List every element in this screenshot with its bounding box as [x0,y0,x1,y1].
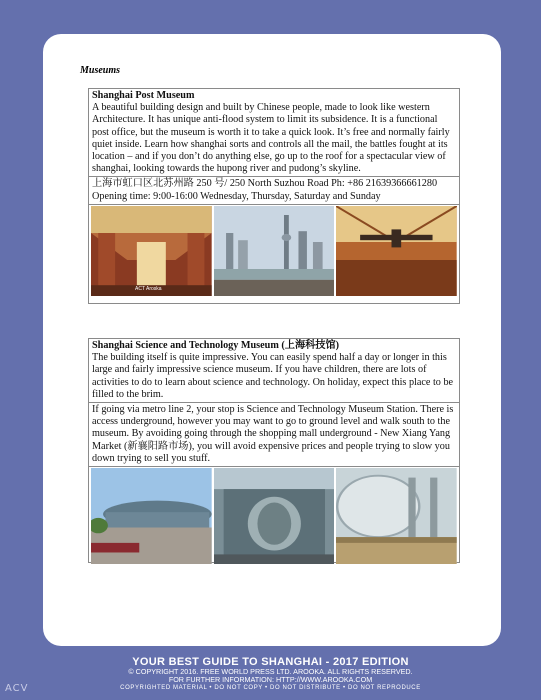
science-museum-para2: If going via metro line 2, your stop is Science and Technology Museum Station. There is access underground, however you may want to go to ground level and walk south to the museum. By avoiding going through the shopping mall underground - New Xiang Yang Market (新襄阳路市场), you will avoid expensive prices and people trying to slow you down trying to sell you stuff. [92,404,454,464]
science-exterior-photo [91,468,212,564]
science-atrium-photo [336,468,457,564]
page-footer [0,656,541,692]
post-museum-opening: Opening time: 9:00-16:00 Wednesday, Thursday, Saturday and Sunday [92,190,381,202]
post-photo-caption: ACT Aroska [135,285,162,292]
post-museum-address: 上海市虹口区北苏州路 250 号/ 250 North Suzhou Road Ph: +86 21639366661280 [92,178,438,190]
post-museum-title: Shanghai Post Museum [92,90,195,101]
post-museum-description: A beautiful building design and built by Chinese people, made to look like western Architecture. It has unique anti-flood system to limit its subsidence. It is a functional post office, but the museum is worth it to take a quick look. It’s free and normally fairly quiet inside. Learn how shanghai sorts and controls all the mail, the battles fought at its location – and if you don’t do anything else, go up to the roof for a spectacular view of shanghai, looking towards the hupong river and pudong’s skyline. [92,102,450,175]
section-heading: Museums [80,65,121,76]
science-museum-title: Shanghai Science and Technology Museum (上海科技馆) [92,340,340,351]
footer-copyright: © COPYRIGHT 2016. FREE WORLD PRESS LTD. AROOKA. ALL RIGHTS RESERVED. [128,667,413,676]
science-museum-box [88,338,460,563]
post-skyline-photo [214,206,335,296]
science-museum-photos [89,467,459,565]
science-museum-para1: The building itself is quite impressive. You can easily spend half a day or longer in this large and fairly impressive science museum. If you have children, there are lots of activities to do to learn about science and technology. On holiday, expect this place to be filled to the brim. [92,352,454,400]
post-museum-box [88,88,460,304]
post-interior-photo [336,206,457,296]
post-hall-photo [91,206,212,296]
footer-notice: COPYRIGHTED MATERIAL • DO NOT COPY • DO NOT DISTRIBUTE • DO NOT REPRODUCE [120,684,421,691]
science-building-photo [214,468,335,564]
footer-title: YOUR BEST GUIDE TO SHANGHAI - 2017 EDITION [132,656,409,668]
science-museum-intro [89,339,459,403]
post-museum-details [89,177,459,204]
corner-watermark: ACV [5,683,29,694]
post-museum-info [89,89,459,177]
science-museum-directions [89,403,459,467]
footer-info: FOR FURTHER INFORMATION: HTTP://WWW.AROOKA.COM [168,675,373,685]
post-museum-photos [89,205,459,297]
